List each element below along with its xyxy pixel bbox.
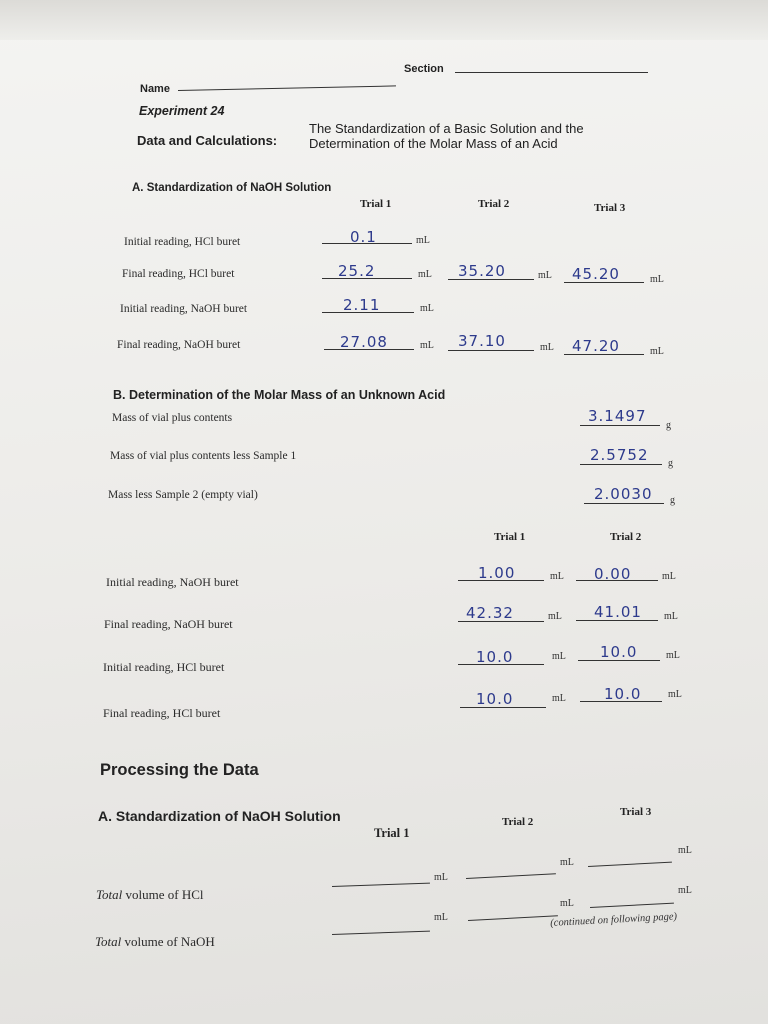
unit-ml: mL <box>434 912 448 923</box>
total-volume-hcl-rest: volume of HCl <box>122 887 204 902</box>
mass-row1-line <box>580 425 660 426</box>
continued-note: (continued on following page) <box>550 911 678 929</box>
part-b-trial-2: Trial 2 <box>610 531 642 543</box>
mass-row1-value: 3.1497 <box>588 407 647 425</box>
part-a-heading: A. Standardization of NaOH Solution <box>132 182 332 194</box>
part-a-row2-trial2-value: 35.20 <box>458 262 506 280</box>
unit-g: g <box>670 495 675 506</box>
unit-ml: mL <box>650 346 664 357</box>
mass-row3-line <box>584 503 664 504</box>
mass-row-label: Mass of vial plus contents <box>112 412 233 424</box>
part-b-row3-trial1-line <box>458 664 544 665</box>
name-label: Name <box>140 83 170 95</box>
part-b-row1-trial2-value: 0.00 <box>594 565 632 583</box>
total-naoh-trial2-line <box>468 915 558 921</box>
total-emphasis: Total <box>96 887 123 902</box>
unit-ml: mL <box>538 270 552 281</box>
part-a-row1-trial1-value: 0.1 <box>350 228 377 246</box>
unit-ml: mL <box>668 689 682 700</box>
processing-heading: Processing the Data <box>100 761 259 779</box>
data-calc-label: Data and Calculations: <box>137 133 278 148</box>
total-volume-naoh-label <box>95 934 215 950</box>
unit-ml: mL <box>678 885 692 896</box>
unit-ml: mL <box>662 571 676 582</box>
mass-row-label: Mass of vial plus contents less Sample 1 <box>110 450 297 462</box>
mass-row2-line <box>580 464 662 465</box>
part-a-row3-trial1-line <box>322 312 414 313</box>
section-label: Section <box>404 63 444 75</box>
part-b-row3-trial1-value: 10.0 <box>476 648 514 666</box>
part-a-row2-trial2-line <box>448 279 534 280</box>
unit-g: g <box>668 458 673 469</box>
data-calc-title-2: Determination of the Molar Mass of an Acid <box>309 136 558 151</box>
part-b-row-label: Initial reading, HCl buret <box>103 660 225 674</box>
processing-sub-heading: A. Standardization of NaOH Solution <box>98 808 341 824</box>
unit-ml: mL <box>416 235 430 246</box>
unit-ml: mL <box>650 274 664 285</box>
part-a-row-label: Final reading, NaOH buret <box>117 339 241 351</box>
experiment-title: Experiment 24 <box>139 104 225 118</box>
part-b-trial-1: Trial 1 <box>494 531 526 543</box>
part-a-row4-trial1-value: 27.08 <box>340 333 388 351</box>
part-b-row1-trial2-line <box>576 580 658 581</box>
part-b-row3-trial2-line <box>578 660 660 661</box>
part-a-row2-trial3-line <box>564 282 644 283</box>
mass-row-label: Mass less Sample 2 (empty vial) <box>108 489 258 501</box>
unit-g: g <box>666 420 671 431</box>
unit-ml: mL <box>434 872 448 883</box>
part-b-row1-trial1-value: 1.00 <box>478 564 516 582</box>
mass-row2-value: 2.5752 <box>590 446 649 464</box>
part-a-row2-trial1-value: 25.2 <box>338 262 376 280</box>
processing-trial-2: Trial 2 <box>502 816 534 828</box>
part-b-row2-trial2-value: 41.01 <box>594 603 642 621</box>
part-a-row-label: Initial reading, HCl buret <box>124 236 241 248</box>
unit-ml: mL <box>666 650 680 661</box>
part-a-row4-trial3-line <box>564 354 644 355</box>
part-b-row3-trial2-value: 10.0 <box>600 643 638 661</box>
part-b-row-label: Initial reading, NaOH buret <box>106 575 239 589</box>
part-a-row1-trial1-line <box>322 243 412 244</box>
unit-ml: mL <box>552 693 566 704</box>
part-b-row2-trial1-value: 42.32 <box>466 604 514 622</box>
data-calc-title-1: The Standardization of a Basic Solution and the <box>309 121 584 136</box>
processing-trial-1: Trial 1 <box>374 826 410 840</box>
part-b-row-label: Final reading, HCl buret <box>103 706 221 720</box>
total-emphasis: Total <box>95 934 122 949</box>
part-a-row3-trial1-value: 2.11 <box>343 296 381 314</box>
total-volume-hcl-label <box>96 887 204 903</box>
part-b-heading: B. Determination of the Molar Mass of an Unknown Acid <box>113 388 446 402</box>
unit-ml: mL <box>540 342 554 353</box>
part-b-row2-trial2-line <box>576 620 658 621</box>
part-a-row2-trial1-line <box>322 278 412 279</box>
total-hcl-trial1-line <box>332 883 430 887</box>
unit-ml: mL <box>560 857 574 868</box>
part-a-row-label: Initial reading, NaOH buret <box>120 303 248 315</box>
part-a-row4-trial3-value: 47.20 <box>572 337 620 355</box>
part-a-trial-1: Trial 1 <box>360 198 392 210</box>
part-a-row4-trial2-line <box>448 350 534 351</box>
part-a-row2-trial3-value: 45.20 <box>572 265 620 283</box>
unit-ml: mL <box>418 269 432 280</box>
total-naoh-trial3-line <box>590 903 674 908</box>
unit-ml: mL <box>420 340 434 351</box>
unit-ml: mL <box>552 651 566 662</box>
total-hcl-trial2-line <box>466 873 556 879</box>
unit-ml: mL <box>664 611 678 622</box>
part-b-row4-trial2-line <box>580 701 662 702</box>
part-b-row1-trial1-line <box>458 580 544 581</box>
part-b-row2-trial1-line <box>458 621 544 622</box>
part-a-row4-trial1-line <box>324 349 414 350</box>
section-line <box>455 72 648 73</box>
processing-trial-3: Trial 3 <box>620 806 652 818</box>
unit-ml: mL <box>678 845 692 856</box>
part-a-trial-3: Trial 3 <box>594 202 626 214</box>
part-b-row4-trial1-line <box>460 707 546 708</box>
unit-ml: mL <box>560 898 574 909</box>
part-b-row4-trial2-value: 10.0 <box>604 685 642 703</box>
part-b-row-label: Final reading, NaOH buret <box>104 617 233 631</box>
unit-ml: mL <box>550 571 564 582</box>
total-naoh-trial1-line <box>332 931 430 935</box>
part-b-row4-trial1-value: 10.0 <box>476 690 514 708</box>
part-a-row-label: Final reading, HCl buret <box>122 268 235 280</box>
unit-ml: mL <box>420 303 434 314</box>
part-a-row4-trial2-value: 37.10 <box>458 332 506 350</box>
mass-row3-value: 2.0030 <box>594 485 653 503</box>
part-a-trial-2: Trial 2 <box>478 198 510 210</box>
total-volume-naoh-rest: volume of NaOH <box>121 934 215 949</box>
name-line <box>178 85 396 91</box>
unit-ml: mL <box>548 611 562 622</box>
total-hcl-trial3-line <box>588 862 672 867</box>
